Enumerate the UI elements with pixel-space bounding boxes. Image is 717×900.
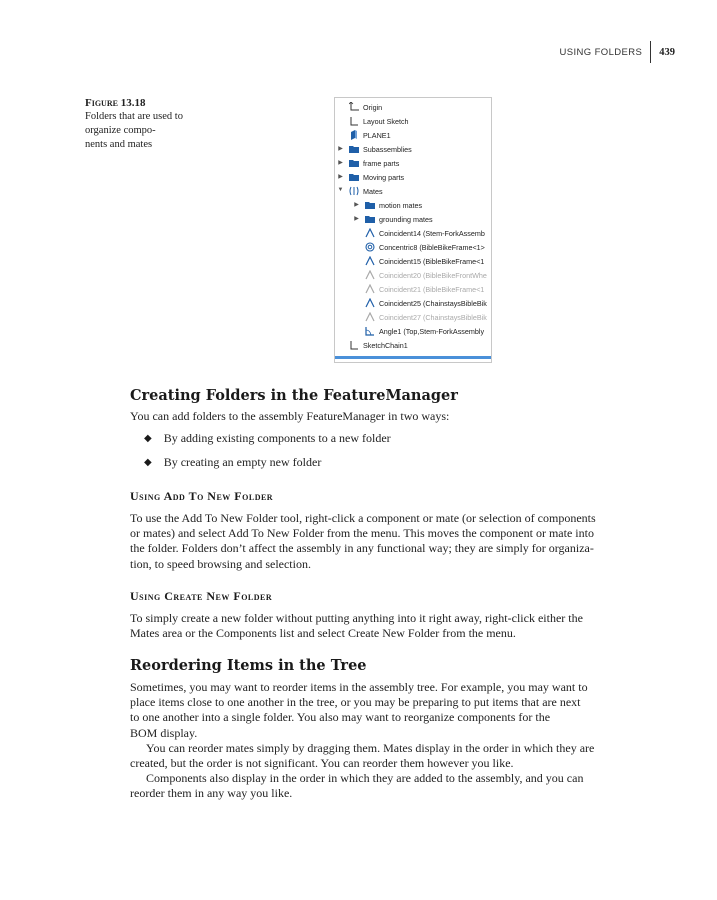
folder-icon (349, 158, 359, 168)
plane-icon (349, 130, 359, 140)
bullet-text: By adding existing components to a new folder (163, 431, 391, 445)
expand-arrow-icon[interactable]: ▶ (354, 216, 359, 222)
tree-item-label: Angle1 (Top,Stem-ForkAssembly (379, 326, 485, 336)
figure-label: Figure 13.18 (85, 97, 146, 109)
text-line: or mates) and select Add To New Folder from the menu. This moves the component or mate into (130, 526, 594, 541)
coincident-icon (365, 270, 375, 280)
text-line: Mates area or the Components list and select Create New Folder from the menu. (130, 626, 516, 641)
coincident-icon (365, 312, 375, 322)
tree-item-label: Subassemblies (363, 144, 412, 154)
tree-item-moving-parts[interactable] (349, 170, 404, 184)
tree-item-layout-sketch[interactable] (349, 114, 409, 128)
collapse-arrow-icon[interactable]: ▼ (337, 187, 344, 193)
caption-line: organize compo- (85, 125, 156, 136)
page-number: 439 (659, 46, 675, 58)
coincident-icon (365, 256, 375, 266)
sketch-icon (349, 340, 359, 350)
tree-item-label: Moving parts (363, 172, 405, 182)
subsection-heading: Using Create New Folder (130, 589, 273, 603)
text-line: place items close to one another in the tree, or you may be preparing to put items that are next (130, 695, 581, 710)
paragraph (130, 611, 650, 641)
subsection-heading: Using Add To New Folder (130, 489, 274, 503)
tree-item-label: Layout Sketch (363, 116, 409, 126)
tree-item-label: Coincident15 (BibleBikeFrame<1 (379, 256, 485, 266)
caption-line: nents and mates (85, 139, 153, 150)
tree-item-mate[interactable] (365, 324, 484, 338)
concentric-icon (365, 242, 375, 252)
text-line: the folder. Folders don’t affect the assembly in any functional way; they are simply for organiza- (130, 541, 594, 556)
tree-item-mate[interactable] (365, 268, 487, 282)
text-line: created, but the order is not significant. You can reorder them however you like. (130, 756, 514, 771)
paragraph: You can add folders to the assembly FeatureManager in two ways: (130, 409, 450, 423)
bullet-item (144, 455, 321, 470)
caption-line: Folders that are used to (85, 111, 183, 122)
tree-item-label: Concentric8 (BibleBikeFrame<1> (379, 242, 485, 252)
folder-icon (349, 144, 359, 154)
tree-item-mate[interactable] (365, 226, 485, 240)
section-heading: Creating Folders in the FeatureManager (130, 387, 458, 404)
running-head-title: USING FOLDERS (559, 46, 643, 58)
tree-item-sketchchain1[interactable] (349, 338, 408, 352)
tree-item-mate[interactable] (365, 254, 484, 268)
tree-item-subassemblies[interactable] (349, 142, 412, 156)
text-line: To simply create a new folder without putting anything into it right away, right-click either the (130, 611, 583, 625)
origin-icon (349, 102, 359, 112)
paragraph (130, 511, 650, 572)
mates-icon (349, 186, 359, 196)
tree-item-label: Coincident21 (BibleBikeFrame<1 (379, 284, 485, 294)
tree-item-label: Coincident25 (ChainstaysBibleBik (379, 298, 487, 308)
text-line: tion, to speed browsing and selection. (130, 556, 311, 571)
bullet-text: By creating an empty new folder (163, 455, 322, 469)
angle-icon (365, 326, 375, 336)
bullet-diamond-icon: ◆ (144, 457, 152, 468)
tree-item-label: Coincident27 (ChainstaysBibleBik (379, 312, 487, 322)
figure-caption (85, 96, 210, 152)
featuremanager-tree (334, 97, 492, 363)
paragraph (130, 680, 650, 802)
tree-item-label: Origin (363, 102, 383, 112)
text-line: BOM display. (130, 725, 198, 740)
expand-arrow-icon[interactable]: ▶ (338, 160, 343, 166)
running-head (559, 42, 675, 62)
folder-icon (349, 172, 359, 182)
tree-item-mate[interactable] (365, 296, 487, 310)
tree-item-mates[interactable] (349, 184, 383, 198)
tree-item-label: Mates (363, 186, 383, 196)
tree-item-label: motion mates (379, 200, 423, 210)
folder-icon (365, 214, 375, 224)
tree-item-label: grounding mates (379, 214, 433, 224)
tree-item-mate[interactable] (365, 282, 484, 296)
folder-icon (365, 200, 375, 210)
tree-item-label: SketchChain1 (363, 340, 408, 350)
coincident-icon (365, 284, 375, 294)
text-line: You can reorder mates simply by dragging them. Mates display in the order in which they are (146, 740, 595, 755)
bullet-item (144, 431, 391, 446)
text-line: reorder them in any way you like. (130, 786, 293, 801)
bullet-diamond-icon: ◆ (144, 433, 152, 444)
section-heading: Reordering Items in the Tree (130, 657, 367, 674)
tree-item-label: Coincident20 (BibleBikeFrontWhe (379, 270, 487, 280)
tree-item-label: Coincident14 (Stem-ForkAssemb (379, 228, 485, 238)
tree-item-origin[interactable] (349, 100, 382, 114)
coincident-icon (365, 298, 375, 308)
tree-item-plane1[interactable] (349, 128, 391, 142)
expand-arrow-icon[interactable]: ▶ (354, 202, 359, 208)
text-line: Sometimes, you may want to reorder items in the assembly tree. For example, you may want to (130, 680, 588, 694)
coincident-icon (365, 228, 375, 238)
expand-arrow-icon[interactable]: ▶ (338, 174, 343, 180)
expand-arrow-icon[interactable]: ▶ (338, 146, 343, 152)
tree-item-frame-parts[interactable] (349, 156, 399, 170)
sketch-icon (349, 116, 359, 126)
tree-item-motion-mates[interactable] (365, 198, 422, 212)
tree-item-grounding-mates[interactable] (365, 212, 433, 226)
text-line: Components also display in the order in which they are added to the assembly, and you can (146, 771, 584, 786)
text-line: to one another into a single folder. You also may want to reorganize components for the (130, 710, 551, 725)
tree-item-label: frame parts (363, 158, 400, 168)
tree-item-mate[interactable] (365, 310, 487, 324)
text-line: To use the Add To New Folder tool, right-click a component or mate (or selection of components (130, 511, 596, 525)
tree-item-mate[interactable] (365, 240, 485, 254)
tree-item-label: PLANE1 (363, 130, 391, 140)
tree-bottom-bar (335, 356, 491, 359)
